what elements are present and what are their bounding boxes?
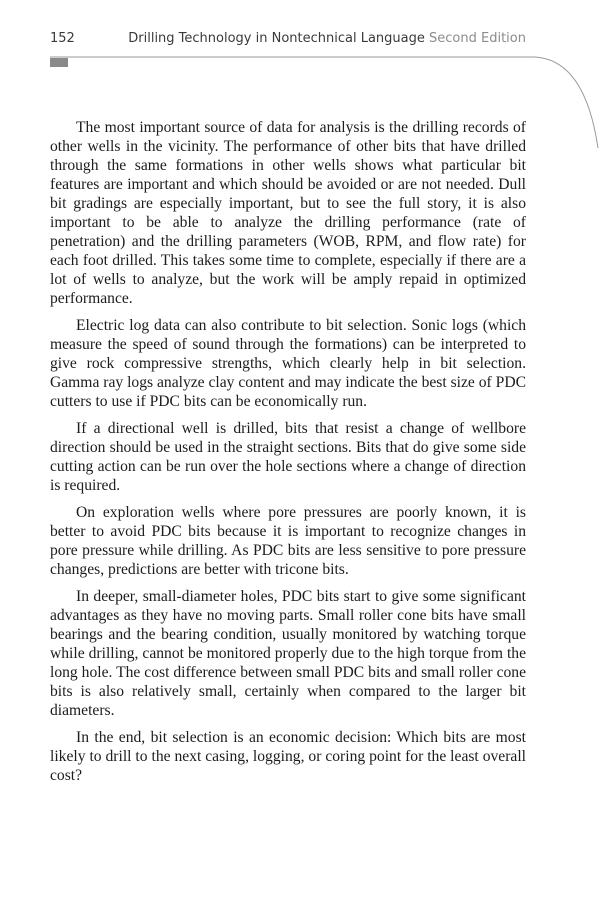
edition-label: Second Edition: [429, 31, 526, 46]
paragraph: Electric log data can also contribute to bit selection. Sonic logs (which measure the speed of sound through the formations) can be interpreted to give rock compressive strengths, which clearly help in bit selection. Gamma ray logs analyze clay content and may indicate the best size of PDC cutters to use if PDC bits can be economically run.: [50, 317, 526, 410]
body-text: [50, 118, 526, 793]
page-number: 152: [50, 31, 75, 46]
corner-marker: [50, 58, 68, 67]
book-title: [128, 31, 526, 46]
paragraph: On exploration wells where pore pressures are poorly known, it is better to avoid PDC bits because it is important to recognize changes in pore pressure while drilling. As PDC bits are less sensitive to pore pressure changes, predictions are better with tricone bits.: [50, 504, 526, 578]
paragraph: In the end, bit selection is an economic decision: Which bits are most likely to drill to the next casing, logging, or coring point for the least overall cost?: [50, 729, 526, 784]
book-title-text: Drilling Technology in Nontechnical Language: [128, 31, 425, 46]
paragraph: The most important source of data for analysis is the drilling records of other wells in the vicinity. The performance of other bits that have drilled through the same formations in other wells shows what particular bit features are important and which should be avoided or are not needed. Dull bit gradings are especially important, but to see the full story, it is also important to be able to analyze the drilling performance (rate of penetration) and the drilling parameters (WOB, RPM, and flow rate) for each foot drilled. This takes some time to complete, especially if there are a lot of wells to analyze, but the work will be amply repaid in optimized performance.: [50, 119, 526, 307]
running-head: [50, 30, 526, 50]
paragraph: If a directional well is drilled, bits that resist a change of wellbore direction should be used in the straight sections. Bits that do give some side cutting action can be run over the hole sections where a change of direction is required.: [50, 420, 526, 494]
paragraph: In deeper, small-diameter holes, PDC bits start to give some significant advantages as they have no moving parts. Small roller cone bits have small bearings and the bearing condition, usually monitored by watching torque while drilling, cannot be monitored properly due to the high torque from the long hole. The cost difference between small PDC bits and small roller cone bits is also relatively small, certainly when compared to the larger bit diameters.: [50, 588, 526, 719]
